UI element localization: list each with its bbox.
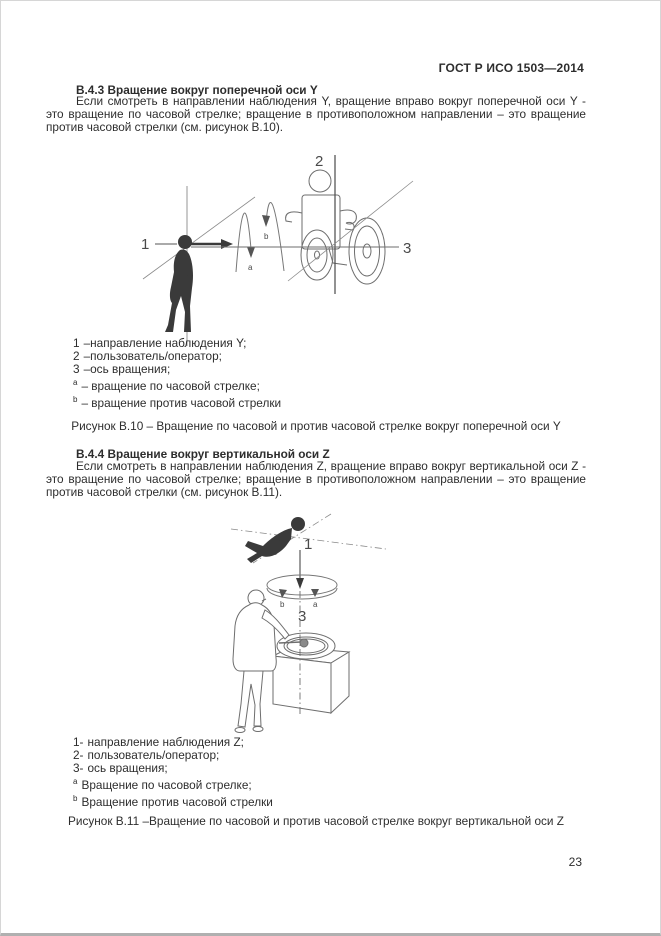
crank-hub (300, 639, 308, 647)
label-axis-3: 3 (298, 608, 307, 625)
legend-marker: a (73, 777, 78, 786)
legend-text: Вращение по часовой стрелке; (81, 777, 252, 792)
legend-item (73, 775, 273, 792)
legend-marker: b (73, 394, 78, 404)
machine-drawing (273, 633, 349, 713)
arc-a-arrowhead-icon (247, 247, 255, 258)
legend-marker: 2 (73, 349, 80, 363)
figure-b11-caption: Рисунок В.11 –Вращение по часовой и против часовой стрелке вокруг вертикальной оси Z (68, 814, 564, 828)
figure-b10-legend (73, 337, 281, 410)
rotation-arc-b (266, 202, 284, 271)
box-side-face (331, 652, 349, 713)
legend-text: –ось вращения; (83, 362, 171, 376)
legend-item (73, 363, 281, 376)
box-front-face (273, 656, 331, 713)
legend-item (73, 762, 273, 775)
crank-handle (279, 642, 301, 643)
label-direction-1: 1 (304, 536, 313, 553)
legend-text: –пользователь/оператор; (83, 349, 222, 363)
legend-marker: 1 (73, 336, 80, 350)
legend-text: – вращение по часовой стрелке; (81, 378, 260, 393)
figure-b10-illustration (71, 139, 451, 349)
legend-text: направление наблюдения Z; (87, 735, 244, 749)
observer-silhouette (165, 235, 193, 332)
legend-item (73, 792, 273, 809)
legend-marker: b (73, 793, 78, 803)
legend-text: –направление наблюдения Y; (83, 336, 247, 350)
page-number: 23 (568, 855, 582, 869)
section-heading-b44: В.4.4 Вращение вокруг вертикальной оси Z (76, 447, 330, 461)
label-user-2: 2 (315, 153, 324, 170)
observer-silhouette-top-view (245, 517, 305, 563)
legend-marker: 2- (73, 748, 84, 762)
legend-item (73, 393, 281, 410)
label-counterclockwise-b: b (280, 600, 285, 609)
legend-text: ось вращения; (87, 761, 168, 775)
view-direction-arrowhead-icon (221, 239, 233, 249)
section-heading-b43: В.4.3 Вращение вокруг поперечной оси Y (76, 83, 318, 97)
legend-text: – вращение против часовой стрелки (81, 395, 282, 410)
legend-marker: 1- (73, 735, 84, 749)
legend-text: Вращение против часовой стрелки (81, 794, 273, 809)
observer-diagonal-line (143, 197, 255, 279)
legend-marker: 3 (73, 362, 80, 376)
legend-text: пользователь/оператор; (87, 748, 220, 762)
legend-marker: 3- (73, 761, 84, 775)
label-counterclockwise-b: b (264, 232, 269, 241)
section-paragraph-b43: Если смотреть в направлении наблюдения Y, вращение вправо вокруг поперечной оси Y - это вращение по часовой стрелке; вращение в противоположном направлении – это вращение против часовой стрелки (см. рисунок В.10). (46, 94, 586, 134)
label-clockwise-a: a (248, 263, 253, 272)
legend-marker: a (73, 378, 78, 387)
rotation-arcs (236, 202, 284, 272)
figure-b11-illustration (141, 504, 441, 754)
label-clockwise-a: a (313, 600, 318, 609)
label-direction-1: 1 (141, 236, 150, 253)
view-direction-arrowhead-icon (296, 578, 304, 589)
disc-arrowhead-a-icon (311, 589, 319, 597)
label-axis-3: 3 (403, 240, 412, 257)
legend-item (73, 376, 281, 393)
section-paragraph-b44: Если смотреть в направлении наблюдения Z, вращение вправо вокруг вертикальной оси Z - это вращение по часовой стрелке; вращение в противоположном направлении – это вращение против часовой стрелки (см. рисунок В.11). (46, 459, 586, 499)
arc-b-arrowhead-icon (262, 215, 270, 227)
figure-b11-legend (73, 736, 273, 809)
running-header: ГОСТ Р ИСО 1503—2014 (438, 61, 584, 75)
figure-b10-caption: Рисунок В.10 – Вращение по часовой и против часовой стрелке вокруг поперечной оси Y (71, 419, 561, 433)
